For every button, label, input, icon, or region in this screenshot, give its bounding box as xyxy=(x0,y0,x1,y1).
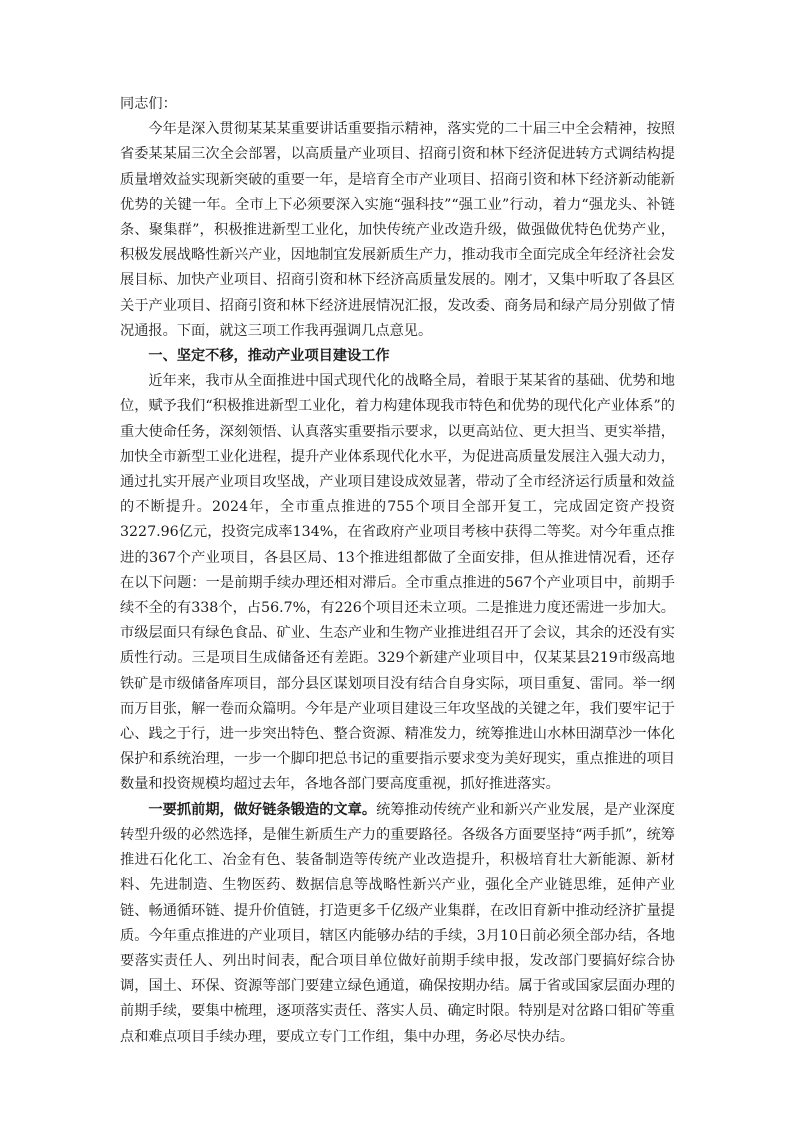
section-1-point-1-lead: 一要抓前期，做好链条锻造的文章。 xyxy=(148,801,377,818)
section-1-heading: 一、坚定不移，推动产业项目建设工作 xyxy=(148,348,390,365)
section-1-point-1-paragraph xyxy=(120,798,675,1050)
intro-paragraph: 今年是深入贯彻某某某重要讲话重要指示精神，落实党的二十届三中全会精神，按照省委某某届三次全会部署，以高质量产业项目、招商引资和林下经济促进转方式调结构提质量增效益实现新突破的重要一年，是培育全市产业项目、招商引资和林下经济新动能新优势的关键一年。全市上下必须要深入实施“强科技”“强工业”行动，着力“强龙头、补链条、聚集群”，积极推进新型工业化，加快传统产业改造升级，做强做优特色优势产业，积极发展战略性新兴产业，因地制宜发展新质生产力，推动我市全面完成全年经济社会发展目标、加快产业项目、招商引资和林下经济高质量发展的。刚才，又集中听取了各县区关于产业项目、招商引资和林下经济进展情况汇报，发改委、商务局和绿产局分别做了情况通报。下面，就这三项工作我再强调几点意见。 xyxy=(120,121,675,339)
section-1-paragraph: 近年来，我市从全面推进中国式现代化的战略全局，着眼于某某省的基础、优势和地位，赋予我们“积极推进新型工业化，着力构建体现我市特色和优势的现代化产业体系”的重大使命任务，深刻领悟、认真落实重要指示要求，以更高站位、更大担当、更实举措，加快全市新型工业化进程，提升产业体系现代化水平，为促进高质量发展注入强大动力，通过扎实开展产业项目攻坚战，产业项目建设成效显著，带动了全市经济运行质量和效益的不断提升。2024年，全市重点推进的755个项目全部开复工，完成固定资产投资3227.96亿元，投资完成率134%，在省政府产业项目考核中获得二等奖。对今年重点推进的367个产业项目，各县区局、13个推进组都做了全面安排，但从推进情况看，还存在以下问题：一是前期手续办理还相对滞后。全市重点推进的567个产业项目中，前期手续不全的有338个，占56.7%，有226个项目还未立项。二是推进力度还需进一步加大。市级层面只有绿色食品、矿业、生态产业和生物产业推进组召开了会议，其余的还没有实质性行动。三是项目生成储备还有差距。329个新建产业项目中，仅某某县219市级高地铁矿是市级储备库项目，部分县区谋划项目没有结合自身实际，项目重复、雷同。举一纲而万目张，解一卷而众篇明。今年是产业项目建设三年攻坚战的关键之年，我们要牢记于心、践之于行，进一步突出特色、整合资源、精准发力，统筹推进山水林田湖草沙一体化保护和系统治理，一步一个脚印把总书记的重要指示要求变为美好现实，重点推进的项目数量和投资规模均超过去年，各地各部门要高度重视，抓好推进落实。 xyxy=(120,373,675,793)
section-1-point-1-body: 统筹推动传统产业和新兴产业发展，是产业深度转型升级的必然选择，是催生新质生产力的重要路径。各级各方面要坚持“两手抓”，统筹推进石化化工、冶金有色、装备制造等传统产业改造提升，积极培育壮大新能源、新材料、先进制造、生物医药、数据信息等战略性新兴产业，强化全产业链思维，延伸产业链、畅通循环链、提升价值链，打造更多千亿级产业集群，在改旧育新中推动经济扩量提质。今年重点推进的产业项目，辖区内能够办结的手续，3月10日前必须全部办结，各地要落实责任人、列出时间表，配合项目单位做好前期手续申报，发改部门要搞好综合协调，国土、环保、资源等部门要建立绿色通道，确保按期办结。属于省或国家层面办理的前期手续，要集中梳理，逐项落实责任、落实人员、确定时限。特别是对岔路口钼矿等重点和难点项目手续办理，要成立专门工作组，集中办理，务必尽快办结。 xyxy=(120,801,675,1045)
document-body xyxy=(120,92,675,1050)
salutation: 同志们： xyxy=(120,96,177,112)
